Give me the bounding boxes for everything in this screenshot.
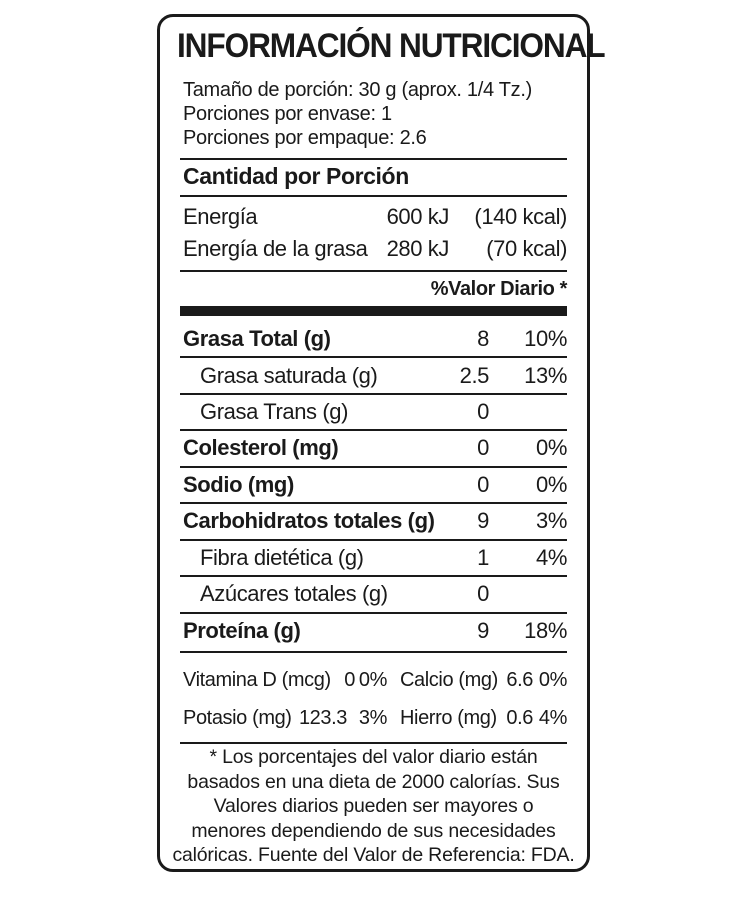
mineral-daily-value: 4% — [538, 707, 567, 729]
nutrient-amount: 9 — [477, 508, 489, 533]
footnote-line: * Los porcentajes del valor diario están — [209, 746, 538, 768]
divider — [180, 575, 567, 577]
divider — [180, 356, 567, 358]
nutrient-daily-value: 3% — [536, 508, 567, 533]
servings-per-container: Porciones por envase: 1 — [183, 103, 392, 125]
fat-energy-kcal: (70 kcal) — [486, 236, 567, 261]
fat-energy-kj: 280 kJ — [386, 236, 449, 261]
mineral-amount: 0.6 — [506, 707, 533, 729]
nutrient-label: Carbohidratos totales (g) — [183, 508, 435, 533]
nutrient-label: Grasa Trans (g) — [200, 399, 349, 424]
nutrient-amount: 0 — [477, 472, 489, 497]
mineral-label: Calcio (mg) — [400, 669, 498, 691]
nutrient-daily-value: 0% — [536, 472, 567, 497]
nutrient-label: Azúcares totales (g) — [200, 581, 388, 606]
divider — [180, 539, 567, 541]
energy-kcal: (140 kcal) — [474, 204, 567, 229]
mineral-label: Potasio (mg) — [183, 707, 292, 729]
divider — [180, 195, 567, 197]
divider — [180, 270, 567, 272]
nutrient-daily-value: 13% — [524, 363, 567, 388]
amount-per-serving-heading: Cantidad por Porción — [183, 163, 409, 189]
divider — [180, 393, 567, 395]
nutrient-label: Grasa saturada (g) — [200, 363, 378, 388]
nutrient-amount: 9 — [477, 618, 489, 643]
mineral-label: Vitamina D (mcg) — [183, 669, 331, 691]
nutrient-label: Proteína (g) — [183, 618, 301, 643]
nutrition-facts-label — [157, 14, 605, 872]
mineral-amount: 6.6 — [506, 669, 533, 691]
divider — [180, 612, 567, 614]
nutrient-daily-value: 0% — [536, 435, 567, 460]
footnote-line: basados en una dieta de 2000 calorías. Sus — [187, 770, 560, 793]
mineral-amount: 0 — [344, 669, 355, 691]
nutrient-label: Sodio (mg) — [183, 472, 294, 497]
nutrient-amount: 8 — [477, 326, 489, 351]
mineral-amount: 123.3 — [298, 707, 347, 729]
nutrient-label: Grasa Total (g) — [183, 326, 331, 351]
footnote — [170, 745, 577, 868]
nutrient-amount: 0 — [477, 435, 489, 460]
nutrient-label: Colesterol (mg) — [183, 435, 339, 460]
nutrient-daily-value: 10% — [524, 326, 567, 351]
footnote-line: menores dependiendo de sus necesidades — [191, 819, 556, 842]
nutrient-daily-value: 18% — [524, 618, 567, 643]
nutrient-label: Fibra dietética (g) — [200, 545, 364, 570]
mineral-daily-value: 0% — [358, 669, 387, 691]
nutrient-amount: 2.5 — [459, 363, 489, 388]
divider — [180, 742, 567, 744]
footnote-line: calóricas. Fuente del Valor de Referencia: FDA. — [172, 844, 575, 866]
footnote-line: Valores diarios pueden ser mayores o — [213, 795, 534, 817]
mineral-daily-value: 3% — [358, 707, 387, 729]
divider — [180, 651, 567, 653]
divider — [180, 158, 567, 160]
mineral-daily-value: 0% — [538, 669, 567, 691]
fat-energy-label: Energía de la grasa — [183, 236, 368, 261]
label-title: INFORMACIÓN NUTRICIONAL — [177, 27, 605, 65]
mineral-label: Hierro (mg) — [400, 707, 497, 729]
nutrient-amount: 0 — [477, 399, 489, 424]
nutrient-amount: 1 — [477, 545, 489, 570]
nutrient-amount: 0 — [477, 581, 489, 606]
nutrient-daily-value: 4% — [536, 545, 567, 570]
daily-value-heading: %Valor Diario * — [430, 278, 567, 300]
divider — [180, 502, 567, 504]
energy-kj: 600 kJ — [386, 204, 449, 229]
divider — [180, 429, 567, 431]
servings-per-package: Porciones por empaque: 2.6 — [183, 127, 427, 149]
serving-size: Tamaño de porción: 30 g (aprox. 1/4 Tz.) — [183, 79, 532, 101]
thick-divider — [180, 306, 567, 316]
divider — [180, 466, 567, 468]
energy-label: Energía — [183, 204, 258, 229]
